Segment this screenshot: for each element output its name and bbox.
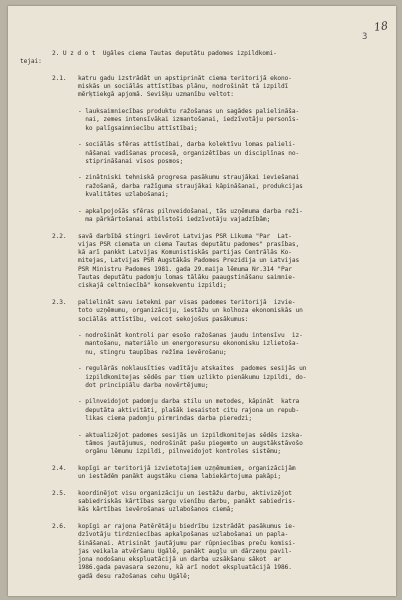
section <box>8 75 396 100</box>
blank-line <box>8 199 396 207</box>
section-number: 2.1. <box>52 74 67 82</box>
blank-line <box>8 457 396 465</box>
section-line: miskās un sociālās attīstības plānu, nodrošināt tā izpildī <box>78 83 289 91</box>
section <box>8 490 396 515</box>
blank-line <box>8 481 396 489</box>
section-number: 2.6. <box>52 522 67 530</box>
blank-line <box>8 581 396 589</box>
bullet-item <box>8 332 396 357</box>
bullet-item <box>8 108 396 133</box>
bullet-item <box>8 174 396 199</box>
section-line: sabiedriskās kārtības sargu vienību darbu, panākt sabiedris- <box>78 498 296 506</box>
section-body <box>8 233 396 291</box>
bullet-item <box>8 432 396 457</box>
bullet-line: - lauksaimniecības produktu ražošanas un sagādes palielināša- <box>78 108 300 116</box>
heading-line: 2. U z d o t Ugāles ciema Tautas deputātu padomes izpildkomi- <box>52 50 277 57</box>
section-number: 2.2. <box>52 232 67 240</box>
bullet-line: mantošanu, materiālo un energoresursu ekonomisku izlietoša- <box>78 340 300 348</box>
blank-line <box>8 390 396 398</box>
bullet-line: orgānu lēmumu izpildi, pilnveidojot kontroles sistēmu; <box>78 448 282 456</box>
bullet-item <box>8 141 396 166</box>
handwritten-page-number: 18 <box>373 19 389 34</box>
resolution-heading <box>8 50 396 67</box>
bullet-line: stiprināšanai visos posmos; <box>78 157 184 165</box>
bullet-line: nu, stingru taupības režīma ievērošanu; <box>78 348 227 356</box>
section-body <box>8 75 396 100</box>
blank-line <box>8 423 396 431</box>
section-line: un iestādēm panākt augstāku ciema labiekārtojuma pakāpi; <box>78 473 282 481</box>
section-line: vijas PSR ciemata un ciema Tautas deputātu padomes" prasības, <box>78 240 300 248</box>
section-number: 2.3. <box>52 298 67 306</box>
bullet-line: likas ciema padomju pirmrindas darba pieredzi; <box>78 415 253 423</box>
section-line: gadā desu ražošanas cehu Ugālē; <box>78 572 191 580</box>
bullet-line: - pilnveidojot padomju darba stilu un metodes, kāpināt katra <box>78 398 300 406</box>
section-body <box>8 299 396 324</box>
section-body <box>8 490 396 515</box>
bullet-line: ko palīgsaimniecību attīstībai; <box>78 124 198 132</box>
bullet-line: ma pārkārtošanai atbilstoši iedzīvotāju vajadzībām; <box>78 215 271 223</box>
bullet-line: - zinātniski tehniskā progresa pasākumu straujākai ieviešanai <box>78 174 300 182</box>
section-number: 2.4. <box>52 464 67 472</box>
section <box>8 299 396 324</box>
section-line: mitejas, Latvijas PSR Augstākās Padomes Prezidija un Latvijas <box>78 257 300 265</box>
document-body <box>8 50 396 589</box>
bullet-line: nāšanai vadīšanas procesā, organizētības un disciplīnas no- <box>78 149 300 157</box>
section-line: jona nodošanu ekspluatācijā un darba uzsākšanu sākot ar <box>78 556 282 564</box>
blank-line <box>8 357 396 365</box>
section-line: Tautas deputātu padomju lomas tālāku paaugstināšanu saimnie- <box>78 274 296 282</box>
section-line: koordinējot visu organizāciju un iestāžu darbu, aktivizējot <box>78 489 292 497</box>
section-line: sociālās attīstību, veicot sekojošus pasākumus: <box>78 315 249 323</box>
section-number: 2.5. <box>52 489 67 497</box>
bullet-line: deputāta aktivitāti, plašāk iesaistot citu rajona un repub- <box>78 406 300 414</box>
bullet-line: ražošanā, darba ražīguma straujākai kāpināšanai, produkcijas <box>78 182 303 190</box>
bullet-line: - aktualizējot padomes sesijās un izpildkomitejas sēdēs izska- <box>78 431 303 439</box>
section-line: palielināt savu ietekmi par visas padomes teritorijā izvie- <box>78 298 296 306</box>
section-line: dzīvotāju tirdzniecības apkalpošanas uzlabošanai un papla- <box>78 531 289 539</box>
bullet-item <box>8 365 396 390</box>
section-line: PSR Ministru Padomes 1981. gada 29.maija lēmuma Nr.314 "Par <box>78 265 292 273</box>
bullet-item <box>8 208 396 225</box>
blank-line <box>8 67 396 75</box>
section-line: toto uzņēmumu, organizāciju, iestāžu un kolhoza ekonomiskās un <box>78 307 303 315</box>
section-line: kopīgi ar rajona Patērētāju biedrību izstrādāt pasākumus ie- <box>78 522 296 530</box>
bullet-line: kvalitātes uzlabošanai; <box>78 191 169 199</box>
blank-line <box>8 291 396 299</box>
section-line: ciskajā celtniecībā" konsekventu izpildi; <box>78 282 227 290</box>
page-number: 3 <box>362 32 368 42</box>
bullet-line: - apkalpojošās sfēras pilnveidošanai, tās uzņēmuma darba reži- <box>78 207 303 215</box>
section-line: 1986.gada pavasara sezonu, kā arī nodot ekspluatācijā 1986. <box>78 564 292 572</box>
blank-line <box>8 324 396 332</box>
heading-line: tejai: <box>20 58 42 66</box>
section-line: mērķtiekgā apjomā. Sevišķu uzmanību veltot: <box>78 91 234 99</box>
section-line: kās kārtības ievērošanas uzlabošanos ciemā; <box>78 506 234 514</box>
blank-line <box>8 133 396 141</box>
bullet-line: dot principiālu darba novērtējumu; <box>78 381 209 389</box>
section <box>8 465 396 482</box>
bullet-line: tāmos jautājumus, nodrošināt pašu piegemto un augstākstāvošo <box>78 439 303 447</box>
document-page <box>8 6 396 596</box>
bullet-line: izpildkomitejas sēdēs par tiem uzlikto pienākumu izpildi, do- <box>78 373 307 381</box>
section-body <box>8 465 396 482</box>
blank-line <box>8 100 396 108</box>
section-line: savā darbībā stingri ievērot Latvijas PSR Likuma "Par Lat- <box>78 232 292 240</box>
section-line: katru gadu izstrādāt un apstiprināt ciema teritorijā ekono- <box>78 74 292 82</box>
bullet-item <box>8 398 396 423</box>
bullet-line: - nodrošināt kontroli par esošo ražošanas jaudu intensīvu iz- <box>78 332 303 340</box>
blank-line <box>8 224 396 232</box>
bullet-line: - sociālās sfēras attīstībai, darba kolektīvu lomas palieli- <box>78 141 296 149</box>
bullet-line: - regulārās noklausīties vadītāju atskaites padomes sesijās un <box>78 365 307 373</box>
section-line: jas veikala atvēršanu Ugālē, panākt augļu un dārzeņu pavil- <box>78 547 292 555</box>
blank-line <box>8 515 396 523</box>
section-line: kā arī pankkt Latvijas Komunistiskās partijas Centrālās Ko- <box>78 249 292 257</box>
section-line: kopīgi ar teritorijā izvietotajiem uzņēmumiem, organizācijām <box>78 464 296 472</box>
section-line: šināšanai. Atrisināt jautājumu par rūpniecības preču komisi- <box>78 539 296 547</box>
section <box>8 233 396 291</box>
section-body <box>8 523 396 581</box>
bullet-line: nai, zemes intensīvākai izmantošanai, iedzīvotāju personīs- <box>78 116 300 124</box>
section <box>8 523 396 581</box>
